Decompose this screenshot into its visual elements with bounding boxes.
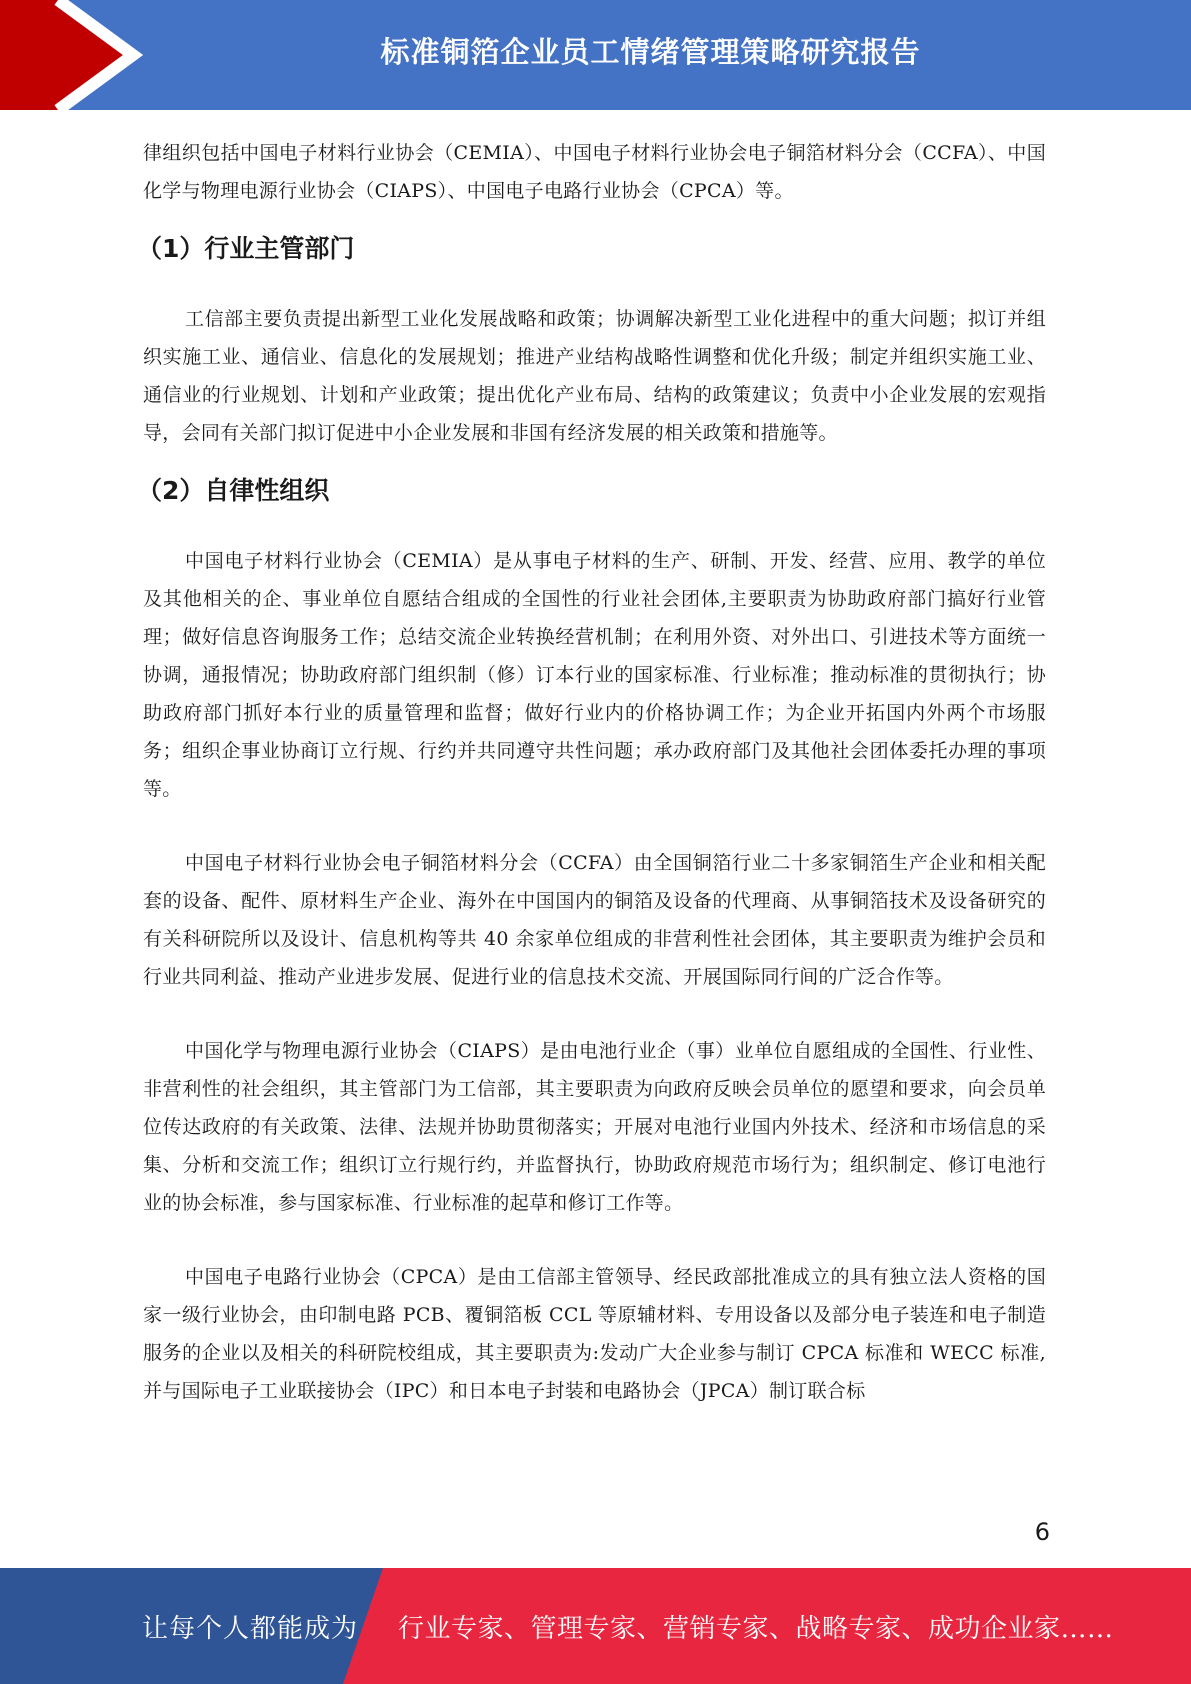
intro-paragraph: 律组织包括中国电子材料行业协会（CEMIA）、中国电子材料行业协会电子铜箔材料分会（CCFA）、中国化学与物理电源行业协会（CIAPS）、中国电子电路行业协会（CPCA）等。 (143, 142, 1046, 202)
section-heading-industry-authority: （1）行业主管部门 (137, 234, 355, 263)
page-content (137, 134, 1046, 1410)
footer-slogan-right: 行业专家、管理专家、营销专家、战略专家、成功企业家…… (398, 1613, 1114, 1644)
paragraph-cpca: 中国电子电路行业协会（CPCA）是由工信部主管领导、经民政部批准成立的具有独立法人资格的国家一级行业协会，由印制电路 PCB、覆铜箔板 CCL 等原辅材料、专用设备以及部分电子装连和电子制造服务的企业以及相关的科研院校组成，其主要职责为:发动广大企业参与制订 CPCA 标准和 WECC 标准,并与国际电子工业联接协会（IPC）和日本电子封装和电路协会（JPCA）制订联合标 (143, 1266, 1046, 1402)
paragraph-ccfa: 中国电子材料行业协会电子铜箔材料分会（CCFA）由全国铜箔行业二十多家铜箔生产企业和相关配套的设备、配件、原材料生产企业、海外在中国国内的铜箔及设备的代理商、从事铜箔技术及设备研究的有关科研院所以及设计、信息机构等共 40 余家单位组成的非营利性社会团体，其主要职责为维护会员和行业共同利益、推动产业进步发展、促进行业的信息技术交流、开展国际同行间的广泛合作等。 (143, 852, 1046, 988)
section-heading-self-regulatory: （2）自律性组织 (137, 476, 330, 505)
header-banner (0, 0, 1191, 110)
document-title: 标准铜箔企业员工情绪管理策略研究报告 (380, 34, 921, 69)
paragraph-cemia: 中国电子材料行业协会（CEMIA）是从事电子材料的生产、研制、开发、经营、应用、教学的单位及其他相关的企、事业单位自愿结合组成的全国性的行业社会团体,主要职责为协助政府部门搞好行业管理；做好信息咨询服务工作；总结交流企业转换经营机制；在利用外资、对外出口、引进技术等方面统一协调，通报情况；协助政府部门组织制（修）订本行业的国家标准、行业标准；推动标准的贯彻执行；协助政府部门抓好本行业的质量管理和监督；做好行业内的价格协调工作；为企业开拓国内外两个市场服务；组织企事业协商订立行规、行约并共同遵守共性问题；承办政府部门及其他社会团体委托办理的事项等。 (143, 550, 1046, 800)
page-number: 6 (1034, 1518, 1050, 1546)
footer-banner (0, 1568, 1191, 1684)
paragraph-ciaps: 中国化学与物理电源行业协会（CIAPS）是由电池行业企（事）业单位自愿组成的全国性、行业性、非营利性的社会组织，其主管部门为工信部，其主要职责为向政府反映会员单位的愿望和要求，向会员单位传达政府的有关政策、法律、法规并协助贯彻落实；开展对电池行业国内外技术、经济和市场信息的采集、分析和交流工作；组织订立行规行约，并监督执行，协助政府规范市场行为；组织制定、修订电池行业的协会标准，参与国家标准、行业标准的起草和修订工作等。 (143, 1040, 1046, 1214)
footer-slogan-left: 让每个人都能成为 (142, 1613, 359, 1644)
paragraph-industry-authority: 工信部主要负责提出新型工业化发展战略和政策；协调解决新型工业化进程中的重大问题；拟订并组织实施工业、通信业、信息化的发展规划；推进产业结构战略性调整和优化升级；制定并组织实施工业、通信业的行业规划、计划和产业政策；提出优化产业布局、结构的政策建议；负责中小企业发展的宏观指导，会同有关部门拟订促进中小企业发展和非国有经济发展的相关政策和措施等。 (143, 308, 1046, 444)
